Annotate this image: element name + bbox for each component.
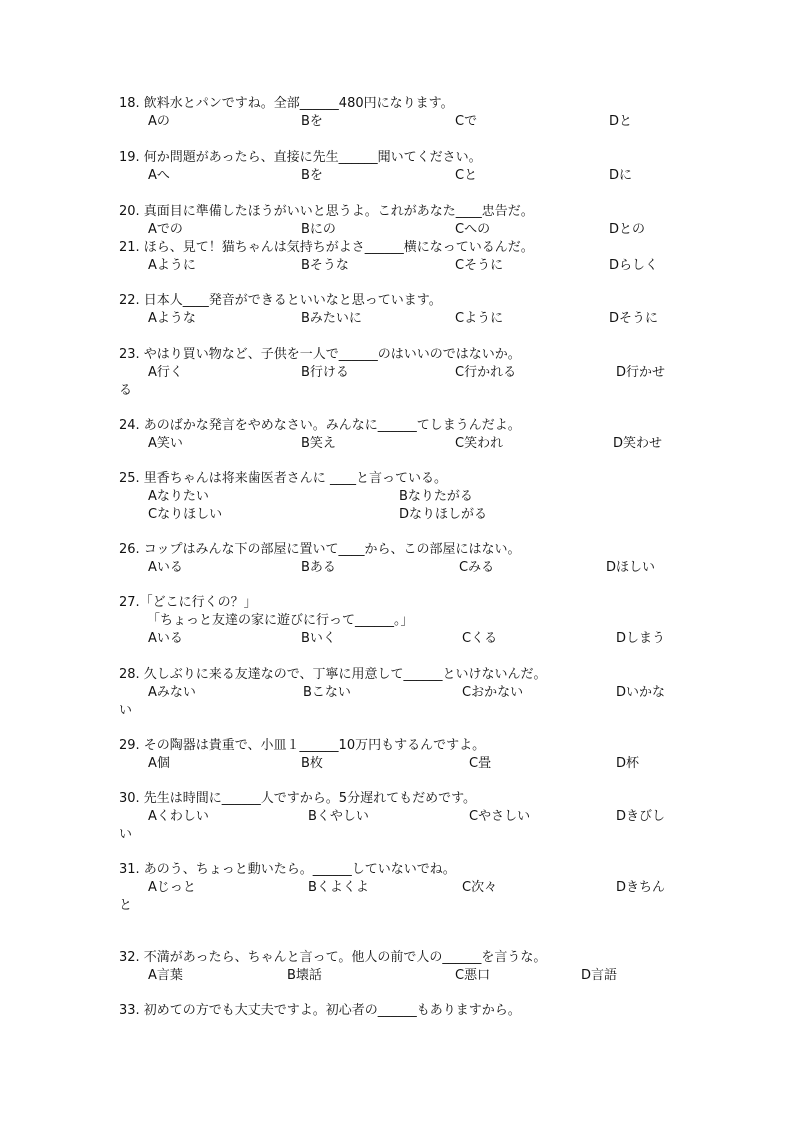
option-c: Cおかない — [462, 685, 524, 700]
option-b: Bこない — [303, 685, 351, 700]
option-c: C畳 — [469, 756, 492, 771]
question-stem-line-2: 「ちょっと友達の家に遊びに行って______。」 — [147, 613, 414, 628]
question-stem: 20. 真面目に準備したほうがいいと思うよ。これがあなた____忠告だ。 — [119, 204, 534, 219]
option-b: Bある — [301, 560, 336, 575]
option-a: Aような — [148, 311, 196, 326]
question-stem: 33. 初めての方でも大丈夫ですよ。初心者の______もありますから。 — [119, 1003, 521, 1018]
option-d: Dなりほしがる — [399, 507, 488, 522]
option-b: Bみたいに — [301, 311, 362, 326]
option-c: Cへの — [455, 222, 491, 237]
option-a: A行く — [148, 365, 183, 380]
option-a: A言葉 — [148, 968, 183, 983]
option-c: Cやさしい — [469, 809, 531, 824]
option-a: Aなりたい — [148, 489, 209, 504]
question-stem: 24. あのばかな発言をやめなさい。みんなに______てしまうんだよ。 — [119, 418, 521, 433]
question-22 — [119, 292, 679, 328]
option-b: Bくよくよ — [308, 880, 369, 895]
option-b: Bを — [301, 114, 323, 129]
question-20 — [119, 203, 679, 239]
option-d-wrap: る — [119, 383, 133, 398]
option-c: C笑われ — [455, 436, 504, 451]
option-d-wrap: い — [119, 827, 133, 842]
question-stem: 30. 先生は時間に______人ですから。5分遅れてもだめです。 — [119, 791, 477, 806]
option-d: D行かせ — [616, 365, 666, 380]
option-a: Aの — [148, 114, 170, 129]
question-stem: 21. ほら、見て！猫ちゃんは気持ちがよさ______横になっているんだ。 — [119, 240, 534, 255]
option-c: Cくる — [462, 631, 498, 646]
option-d: Dきびし — [616, 809, 666, 824]
option-c: C悪口 — [455, 968, 491, 983]
option-c: Cと — [455, 168, 478, 183]
options-row — [119, 257, 679, 275]
question-28 — [119, 666, 679, 720]
option-b: B笑え — [301, 436, 336, 451]
option-d: Dとの — [609, 222, 646, 237]
question-stem: 28. 久しぶりに来る友達なので、丁寧に用意して______といけないんだ。 — [119, 667, 547, 682]
question-31 — [119, 861, 679, 915]
option-c: Cそうに — [455, 258, 504, 273]
question-stem: 25. 里香ちゃんは将来歯医者さんに ____と言っている。 — [119, 471, 447, 486]
options-row — [119, 435, 679, 453]
option-b: Bくやしい — [308, 809, 369, 824]
options-row — [119, 364, 679, 382]
option-d: Dに — [609, 168, 633, 183]
options-row — [119, 684, 679, 702]
option-c: Cみる — [459, 560, 495, 575]
option-b: Bそうな — [301, 258, 349, 273]
options-row — [119, 559, 679, 577]
options-row — [119, 113, 679, 131]
option-d: D杯 — [616, 756, 640, 771]
option-a: A個 — [148, 756, 170, 771]
option-c: C次々 — [462, 880, 498, 895]
option-d: Dと — [609, 114, 633, 129]
question-stem: 27.「どこに行くの？」 — [119, 595, 257, 610]
question-stem: 29. その陶器は貴重で、小皿１______10万円もするんですよ。 — [119, 738, 486, 753]
question-19 — [119, 149, 679, 185]
option-a: Aように — [148, 258, 196, 273]
option-d: Dらしく — [609, 258, 659, 273]
question-24 — [119, 417, 679, 453]
option-b: B枚 — [301, 756, 323, 771]
option-b: B壊話 — [287, 968, 322, 983]
option-b: Bいく — [301, 631, 336, 646]
options-row — [119, 967, 679, 985]
options-row — [119, 879, 679, 897]
option-d: Dいかな — [616, 685, 666, 700]
option-d: D笑わせ — [613, 436, 663, 451]
question-stem: 31. あのう、ちょっと動いたら。______していないでね。 — [119, 862, 456, 877]
question-33 — [119, 1002, 679, 1020]
option-a: A笑い — [148, 436, 183, 451]
question-25 — [119, 470, 679, 524]
option-b: Bにの — [301, 222, 336, 237]
option-a: Aいる — [148, 631, 183, 646]
option-c: Cように — [455, 311, 504, 326]
option-a: Aじっと — [148, 880, 196, 895]
options-row — [119, 167, 679, 185]
options-row — [119, 506, 679, 524]
question-29 — [119, 737, 679, 773]
question-stem: 18. 飲料水とパンですね。全部______480円になります。 — [119, 96, 454, 111]
question-32 — [119, 949, 679, 985]
option-a: Aみない — [148, 685, 196, 700]
option-a: Aいる — [148, 560, 183, 575]
option-b: Bなりたがる — [399, 489, 473, 504]
option-d: Dそうに — [609, 311, 659, 326]
options-row — [119, 630, 679, 648]
option-d: D言語 — [581, 968, 618, 983]
option-d: Dしまう — [616, 631, 666, 646]
option-d-wrap: と — [119, 898, 133, 913]
option-b: Bを — [301, 168, 323, 183]
options-row — [119, 221, 679, 239]
question-23 — [119, 346, 679, 400]
option-a: Aでの — [148, 222, 183, 237]
option-c: Cなりほしい — [148, 507, 223, 522]
question-26 — [119, 541, 679, 577]
option-d: Dほしい — [606, 560, 656, 575]
question-stem: 23. やはり買い物など、子供を一人で______のはいいのではないか。 — [119, 347, 521, 362]
option-c: Cで — [455, 114, 478, 129]
question-stem: 32. 不満があったら、ちゃんと言って。他人の前で人の______を言うな。 — [119, 950, 547, 965]
options-row — [119, 755, 679, 773]
option-a: Aくわしい — [148, 809, 209, 824]
option-d-wrap: い — [119, 703, 133, 718]
question-stem: 22. 日本人____発音ができるといいなと思っています。 — [119, 293, 442, 308]
options-row — [119, 310, 679, 328]
question-stem: 19. 何か問題があったら、直接に先生______聞いてください。 — [119, 150, 482, 165]
question-30 — [119, 790, 679, 844]
options-row — [119, 808, 679, 826]
question-21 — [119, 239, 679, 275]
options-row — [119, 488, 679, 506]
question-stem: 26. コップはみんな下の部屋に置いて____から、この部屋にはない。 — [119, 542, 521, 557]
option-a: Aへ — [148, 168, 170, 183]
option-c: C行かれる — [455, 365, 517, 380]
question-27 — [119, 594, 679, 648]
option-b: B行ける — [301, 365, 349, 380]
question-18 — [119, 95, 679, 131]
option-d: Dきちん — [616, 880, 666, 895]
